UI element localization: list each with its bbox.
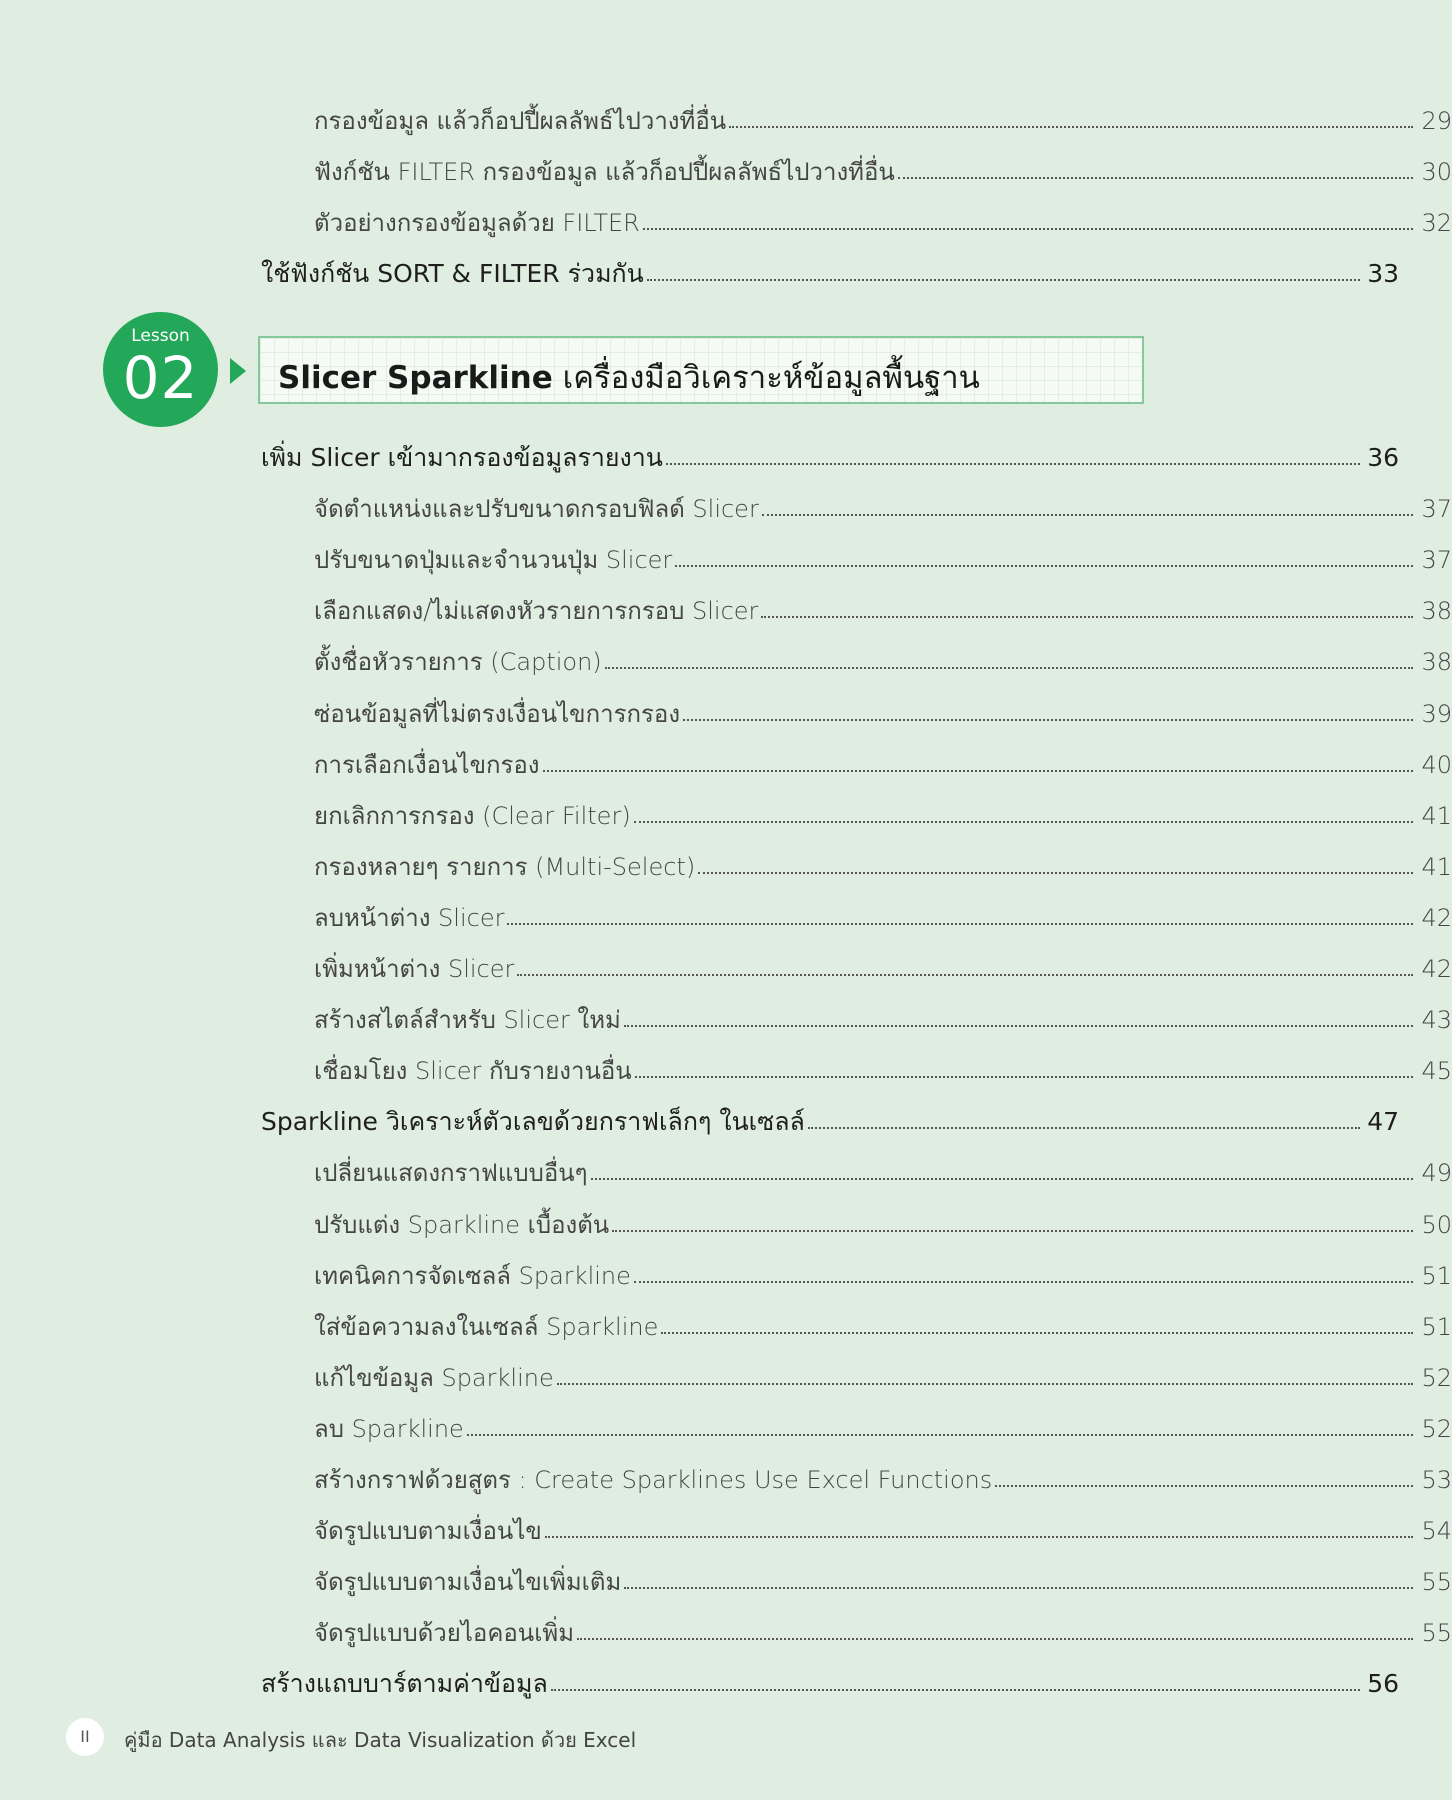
- toc-entry-title: จัดรูปแบบด้วยไอคอนเพิ่ม: [314, 1619, 575, 1648]
- toc-entry-title: ปรับขนาดปุ่มและจำนวนปุ่ม Slicer: [314, 546, 673, 575]
- toc-entry: [0, 842, 1452, 882]
- dot-leader: [666, 463, 1360, 465]
- toc-entry: [0, 1608, 1452, 1648]
- toc-entry-title: ซ่อนข้อมูลที่ไม่ตรงเงื่อนไขการกรอง: [314, 699, 681, 728]
- dot-leader: [517, 974, 1413, 976]
- dot-leader: [647, 279, 1360, 281]
- toc-entry-title: ปรับแต่ง Sparkline เบื้องต้น: [314, 1210, 610, 1239]
- toc-entry-title: เชื่อมโยง Slicer กับรายงานอื่น: [314, 1057, 632, 1086]
- dot-leader: [761, 616, 1413, 618]
- toc-entry-page: 38: [1421, 648, 1452, 677]
- dot-leader: [624, 1587, 1413, 1589]
- dot-leader: [675, 565, 1413, 567]
- dot-leader: [634, 1281, 1413, 1283]
- toc-entry-page: 38: [1421, 597, 1452, 626]
- toc-entry: [0, 740, 1452, 780]
- toc-entry-title: จัดตำแหน่งและปรับขนาดกรอบฟิลด์ Slicer: [314, 495, 759, 524]
- toc-entry: [0, 1353, 1452, 1393]
- toc-entry-title: ยกเลิกการกรอง (Clear Filter): [314, 801, 631, 830]
- toc-entry: [0, 198, 1452, 238]
- toc-entry-page: 45: [1421, 1057, 1452, 1086]
- toc-entry-page: 39: [1421, 699, 1452, 728]
- toc-entry-title: ใช้ฟังก์ชัน SORT & FILTER ร่วมกัน: [261, 259, 644, 288]
- toc-entry-page: 37: [1421, 546, 1452, 575]
- toc-entry-page: 33: [1367, 259, 1399, 288]
- dot-leader: [591, 1178, 1413, 1180]
- dot-leader: [605, 667, 1413, 669]
- toc-entry-title: ตั้งชื่อหัวรายการ (Caption): [314, 648, 602, 677]
- toc-entry-page: 51: [1421, 1261, 1452, 1290]
- toc-entry-page: 30: [1421, 158, 1452, 186]
- toc-entry-title: Sparkline วิเคราะห์ตัวเลขด้วยกราฟเล็กๆ ในเซลล์: [261, 1107, 805, 1137]
- toc-entry-page: 56: [1367, 1669, 1399, 1699]
- toc-entry-title: สร้างกราฟด้วยสูตร : Create Sparklines Use Excel Functions: [314, 1466, 993, 1494]
- toc-entry: [0, 689, 1452, 729]
- triangle-arrow-icon: [230, 358, 246, 384]
- toc-entry: [0, 1097, 1399, 1137]
- toc-entry-page: 40: [1421, 750, 1452, 779]
- dot-leader: [683, 719, 1413, 721]
- dot-leader: [577, 1638, 1413, 1640]
- dot-leader: [543, 770, 1413, 772]
- toc-entry-title: ตัวอย่างกรองข้อมูลด้วย FILTER: [314, 209, 640, 237]
- toc-entry-page: 55: [1421, 1619, 1452, 1648]
- dot-leader: [551, 1689, 1360, 1691]
- toc-entry-page: 41: [1421, 801, 1452, 830]
- lesson-title: [278, 352, 980, 402]
- toc-entry-title: ลบหน้าต่าง Slicer: [314, 903, 505, 932]
- toc-entry-page: 42: [1421, 955, 1452, 983]
- toc-entry: [0, 791, 1452, 831]
- toc-entry-page: 36: [1367, 443, 1399, 472]
- dot-leader: [624, 1025, 1413, 1027]
- toc-entry-page: 37: [1421, 495, 1452, 524]
- lesson-number: 02: [122, 344, 199, 412]
- dot-leader: [507, 923, 1413, 925]
- dot-leader: [612, 1230, 1413, 1232]
- dot-leader: [698, 872, 1413, 874]
- toc-entry-title: เปลี่ยนแสดงกราฟแบบอื่นๆ: [314, 1159, 588, 1188]
- toc-entry-page: 41: [1421, 852, 1452, 881]
- toc-entry-title: แก้ไขข้อมูล Sparkline: [314, 1363, 554, 1392]
- dot-leader: [545, 1536, 1413, 1538]
- lesson-title-box: [258, 336, 1144, 404]
- dot-leader: [643, 228, 1413, 230]
- toc-entry-title: สร้างสไตล์สำหรับ Slicer ใหม่: [314, 1006, 621, 1035]
- dot-leader: [661, 1332, 1413, 1334]
- toc-entry-page: 47: [1367, 1107, 1399, 1137]
- lesson-title-bold: Slicer Sparkline: [278, 360, 553, 396]
- toc-entry: [0, 1251, 1452, 1291]
- lesson-label: Lesson: [131, 326, 190, 346]
- toc-entry-page: 50: [1421, 1210, 1452, 1239]
- footer-book-title: คู่มือ Data Analysis และ Data Visualization ด้วย Excel: [124, 1728, 637, 1752]
- toc-entry: [0, 484, 1452, 524]
- toc-entry-page: 53: [1421, 1466, 1452, 1494]
- toc-entry-title: เพิ่ม Slicer เข้ามากรองข้อมูลรายงาน: [261, 443, 663, 472]
- dot-leader: [467, 1434, 1413, 1436]
- dot-leader: [808, 1127, 1360, 1129]
- toc-entry-title: จัดรูปแบบตามเงื่อนไขเพิ่มเติม: [314, 1568, 622, 1597]
- toc-entry-title: จัดรูปแบบตามเงื่อนไข: [314, 1517, 542, 1546]
- toc-entry-title: เทคนิคการจัดเซลล์ Sparkline: [314, 1261, 631, 1290]
- toc-entry: [0, 1506, 1452, 1546]
- toc-entry-page: 55: [1421, 1568, 1452, 1597]
- toc-entry: [0, 147, 1452, 187]
- toc-entry-title: เพิ่มหน้าต่าง Slicer: [314, 955, 515, 983]
- toc-entry: [0, 1557, 1452, 1597]
- toc-entry-page: 51: [1421, 1312, 1452, 1341]
- toc-entry-title: การเลือกเงื่อนไขกรอง: [314, 750, 540, 779]
- toc-entry-page: 52: [1421, 1363, 1452, 1392]
- lesson-badge: [103, 312, 218, 427]
- toc-entry-page: 43: [1421, 1006, 1452, 1035]
- toc-entry-title: เลือกแสดง/ไม่แสดงหัวรายการกรอบ Slicer: [314, 597, 759, 626]
- toc-entry-page: 52: [1421, 1414, 1452, 1443]
- toc-entry-page: 29: [1421, 107, 1452, 135]
- dot-leader: [729, 126, 1413, 128]
- toc-entry: [0, 637, 1452, 677]
- toc-entry-title: ลบ Sparkline: [314, 1414, 464, 1443]
- dot-leader: [762, 514, 1413, 516]
- toc-entry: [0, 249, 1399, 289]
- dot-leader: [635, 1076, 1413, 1078]
- toc-entry-title: ใส่ข้อความลงในเซลล์ Sparkline: [314, 1312, 659, 1341]
- toc-entry: [0, 1148, 1452, 1188]
- toc-entry: [0, 535, 1452, 575]
- dot-leader: [898, 177, 1413, 179]
- toc-entry: [0, 995, 1452, 1035]
- toc-entry-title: กรองหลายๆ รายการ (Multi-Select): [314, 852, 696, 881]
- toc-entry-title: สร้างแถบบาร์ตามค่าข้อมูล: [261, 1669, 548, 1699]
- toc-entry: [0, 1302, 1452, 1342]
- toc-entry-title: ฟังก์ชัน FILTER กรองข้อมูล แล้วก็อปปี้ผลลัพธ์ไปวางที่อื่น: [314, 158, 895, 186]
- toc-entry: [0, 1455, 1452, 1495]
- lesson-title-rest: เครื่องมือวิเคราะห์ข้อมูลพื้นฐาน: [552, 360, 980, 396]
- toc-entry-page: 42: [1421, 903, 1452, 932]
- dot-leader: [557, 1383, 1413, 1385]
- dot-leader: [995, 1485, 1413, 1487]
- toc-entry: [0, 944, 1452, 984]
- dot-leader: [634, 821, 1413, 823]
- toc-entry: [0, 893, 1452, 933]
- toc-entry-page: 54: [1421, 1517, 1452, 1546]
- toc-entry-page: 32: [1421, 209, 1452, 237]
- toc-entry: [0, 1404, 1452, 1444]
- toc-entry: [0, 1046, 1452, 1086]
- toc-entry-page: 49: [1421, 1159, 1452, 1188]
- toc-entry: [0, 96, 1452, 136]
- toc-entry: [0, 586, 1452, 626]
- toc-entry: [0, 1200, 1452, 1240]
- toc-entry: [0, 1659, 1399, 1699]
- toc-entry-title: กรองข้อมูล แล้วก็อปปี้ผลลัพธ์ไปวางที่อื่น: [314, 107, 727, 135]
- toc-entry: [0, 433, 1399, 473]
- footer-page-number: II: [66, 1718, 104, 1756]
